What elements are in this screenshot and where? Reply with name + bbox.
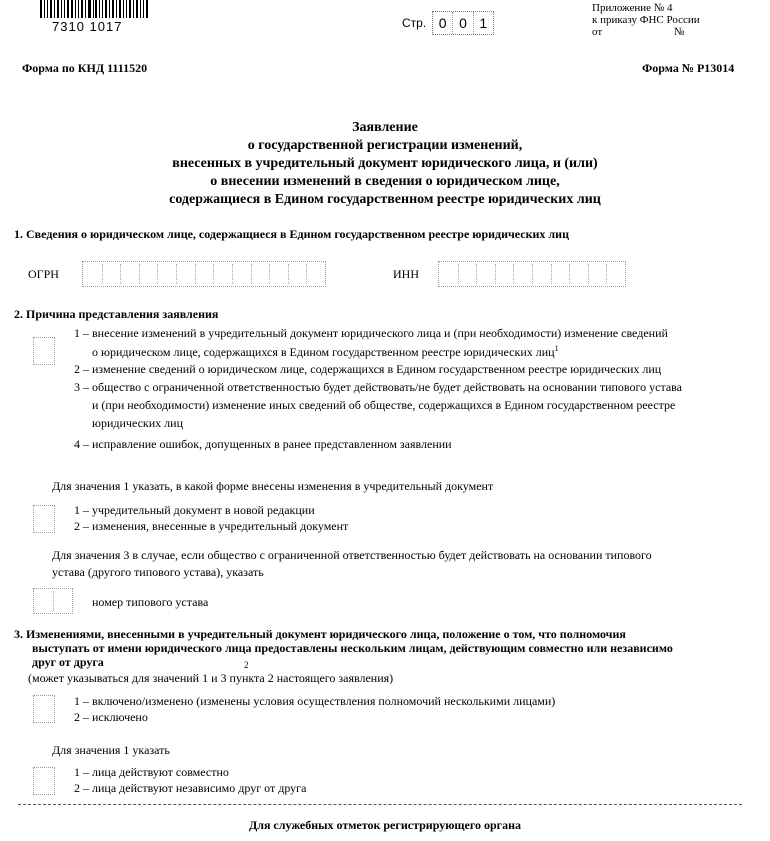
section3-note: (может указываться для значений 1 и 3 пункта 2 настоящего заявления) <box>28 671 394 685</box>
section2-heading: 2. Причина представления заявления <box>14 307 219 321</box>
reason-option-1-cont: о юридическом лице, содержащихся в Едином государственном реестре юридических лиц$^1$ <box>92 344 559 359</box>
input-cell-divider <box>551 264 552 284</box>
document-title-line: внесенных в учредительный документ юридического лица, и (или) <box>172 156 598 171</box>
document-title-line: содержащиеся в Едином государственном реестре юридических лиц <box>169 192 601 207</box>
appendix-line-2: к приказу ФНС России <box>592 14 700 26</box>
input-cell-divider <box>195 264 196 284</box>
barcode-bar <box>95 0 97 18</box>
barcode-bar <box>99 0 100 18</box>
input-cell-divider <box>139 264 140 284</box>
input-cell-divider <box>213 264 214 284</box>
change-form-option-1: 1 – учредительный документ в новой редакции <box>74 503 315 517</box>
barcode-bar <box>136 0 139 18</box>
section3-heading-cont: выступать от имени юридического лица предоставлены нескольким лицам, действующим совместно или независимо <box>32 641 673 655</box>
barcode-number: 7310 1017 <box>52 19 123 34</box>
barcode-bar <box>93 0 94 18</box>
input-cell-divider <box>588 264 589 284</box>
form-number: Форма № Р13014 <box>642 61 735 75</box>
reason-option-4: 4 – исправление ошибок, допущенных в ранее представленном заявлении <box>74 437 452 451</box>
barcode-bar <box>44 0 45 18</box>
barcode-bar <box>81 0 83 18</box>
input-cell-divider <box>232 264 233 284</box>
inn-input[interactable] <box>438 261 626 287</box>
barcode-bar <box>105 0 107 18</box>
barcode-bar <box>85 0 86 18</box>
appendix-line-1: Приложение № 4 <box>592 2 673 14</box>
input-cell-divider <box>53 591 54 611</box>
input-cell-divider <box>495 264 496 284</box>
powers-mode-option-2: 2 – лица действуют независимо друг от друга <box>74 781 307 795</box>
input-cell-divider <box>269 264 270 284</box>
page-digit: 1 <box>473 12 493 34</box>
charter-hint: Для значения 3 в случае, если общество с ограниченной ответственностью будет действовать на основании типового <box>52 548 652 562</box>
powers-option-1: 1 – включено/изменено (изменены условия осуществления полномочий несколькими лицами) <box>74 694 556 708</box>
document-title: Заявление <box>352 120 418 135</box>
knd-code: Форма по КНД 1111520 <box>22 61 148 75</box>
barcode-bar <box>88 0 91 18</box>
input-cell-divider <box>606 264 607 284</box>
reason-code-input[interactable] <box>33 337 55 365</box>
barcode-bar <box>126 0 127 18</box>
appendix-date-label: от <box>592 26 603 38</box>
barcode-bar <box>109 0 110 18</box>
barcode-bar <box>112 0 115 18</box>
ogrn-label: ОГРН <box>28 267 59 281</box>
barcode <box>40 0 150 18</box>
document-title-line: о государственной регистрации изменений, <box>247 138 523 153</box>
input-cell-divider <box>458 264 459 284</box>
section3-heading: 3. Изменениями, внесенными в учредительный документ юридического лица, положение о том, что полномочия <box>14 627 626 641</box>
barcode-bar <box>47 0 48 18</box>
charter-number-label: номер типового устава <box>92 595 209 609</box>
input-cell-divider <box>102 264 103 284</box>
input-cell-divider <box>476 264 477 284</box>
input-cell-divider <box>251 264 252 284</box>
input-cell-divider <box>120 264 121 284</box>
barcode-bar <box>123 0 124 18</box>
barcode-bar <box>143 0 144 18</box>
barcode-bar <box>71 0 74 18</box>
charter-number-input[interactable] <box>33 588 73 614</box>
input-cell-divider <box>176 264 177 284</box>
barcode-bar <box>129 0 131 18</box>
inn-label: ИНН <box>393 267 419 281</box>
barcode-bar <box>102 0 103 18</box>
powers-change-input[interactable] <box>33 695 55 723</box>
input-cell-divider <box>569 264 570 284</box>
page-label: Стр. <box>402 16 427 30</box>
reason-option-3-cont: и (при необходимости) изменение иных сведений об обществе, содержащихся в Едином государственном реестре <box>92 398 676 412</box>
powers-mode-input[interactable] <box>33 767 55 795</box>
charter-hint-cont: устава (другого типового устава), указать <box>52 565 264 579</box>
powers-mode-option-1: 1 – лица действуют совместно <box>74 765 229 779</box>
barcode-bar <box>78 0 79 18</box>
page-digit: 0 <box>452 12 472 34</box>
ogrn-input[interactable] <box>82 261 326 287</box>
barcode-bar <box>75 0 76 18</box>
barcode-bar <box>146 0 148 18</box>
divider <box>18 804 742 805</box>
barcode-bar <box>67 0 69 18</box>
input-cell-divider <box>306 264 307 284</box>
change-form-hint: Для значения 1 указать, в какой форме внесены изменения в учредительный документ <box>52 479 494 493</box>
barcode-bar <box>40 0 42 18</box>
reason-option-2: 2 – изменение сведений о юридическом лице, содержащихся в Едином государственном реестре юридических лиц <box>74 362 662 376</box>
barcode-bar <box>54 0 55 18</box>
input-cell-divider <box>157 264 158 284</box>
input-cell-divider <box>513 264 514 284</box>
barcode-bar <box>57 0 59 18</box>
barcode-bar <box>133 0 134 18</box>
barcode-bar <box>64 0 65 18</box>
page-digit: 0 <box>438 15 447 31</box>
barcode-bar <box>50 0 53 18</box>
change-form-input[interactable] <box>33 505 55 533</box>
input-cell-divider <box>532 264 533 284</box>
document-title-line: о внесении изменений в сведения о юридическом лице, <box>210 174 560 189</box>
footnote-ref: 2 <box>244 660 249 670</box>
barcode-bar <box>61 0 62 18</box>
barcode-bar <box>119 0 121 18</box>
input-cell-divider <box>288 264 289 284</box>
section1-heading: 1. Сведения о юридическом лице, содержащиеся в Едином государственном реестре юридических лиц <box>14 227 569 241</box>
footnote-ref: 1 <box>554 344 559 353</box>
barcode-bar <box>140 0 141 18</box>
barcode-bar <box>116 0 117 18</box>
appendix-number-label: № <box>674 26 685 38</box>
change-form-option-2: 2 – изменения, внесенные в учредительный документ <box>74 519 349 533</box>
reason-option-1: 1 – внесение изменений в учредительный документ юридического лица и (при необходимости) изменение сведений <box>74 326 668 340</box>
section3-heading-cont: друг от друга <box>32 655 104 669</box>
powers-option-2: 2 – исключено <box>74 710 148 724</box>
powers-hint: Для значения 1 указать <box>52 743 170 757</box>
reason-option-3-cont: юридических лиц <box>92 416 183 430</box>
reason-option-3: 3 – общество с ограниченной ответственностью будет действовать/не будет действовать на основании типового устава <box>74 380 682 394</box>
registrar-marks-heading: Для служебных отметок регистрирующего органа <box>248 818 522 832</box>
page-number-field[interactable] <box>432 11 494 35</box>
